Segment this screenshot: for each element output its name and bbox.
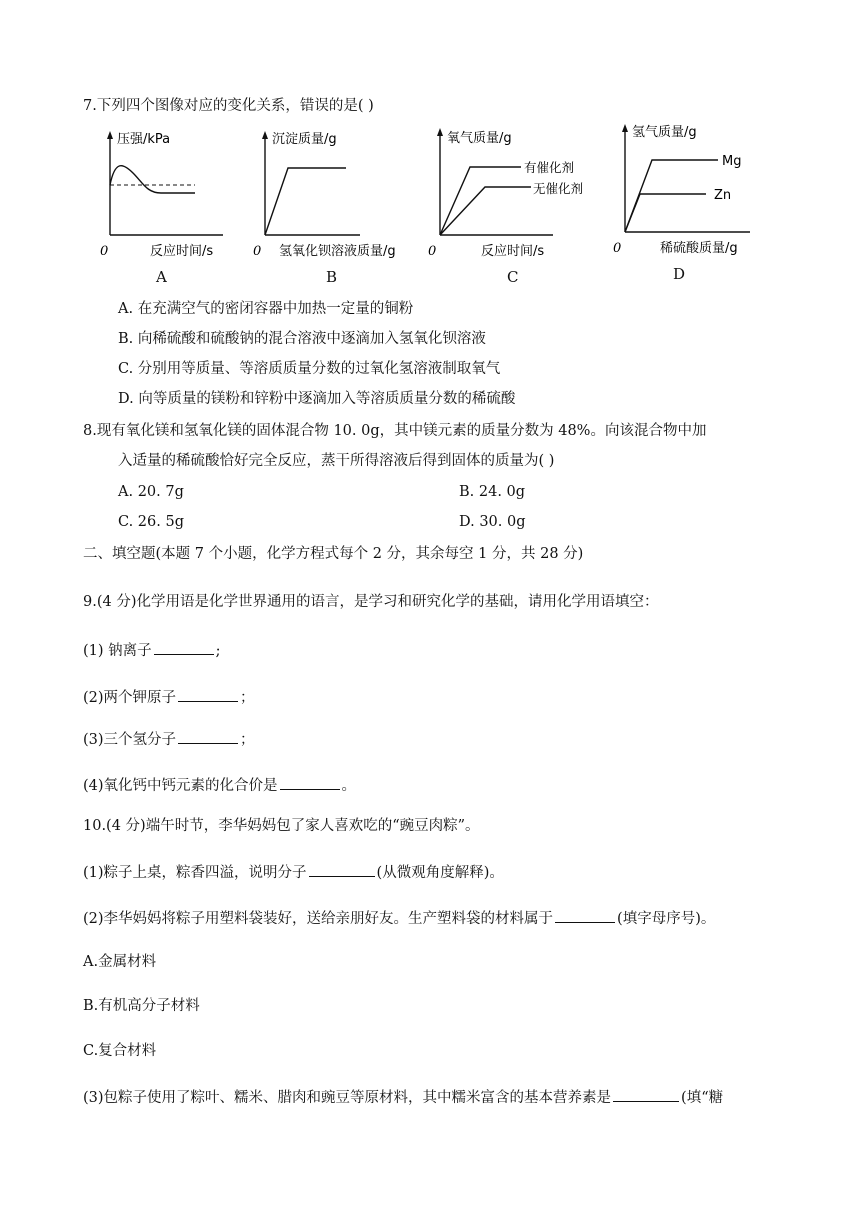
- graph-b-xlabel: 氢氧化钡溶液质量/g: [279, 244, 396, 259]
- graph-a-ylabel: 压强/kPa: [117, 132, 171, 147]
- q9-part3: [83, 728, 255, 750]
- answer-blank[interactable]: [178, 728, 238, 744]
- graph-b: [250, 125, 415, 260]
- graph-b-origin: 0: [253, 244, 262, 259]
- q8-option-d: D. 30. 0g: [459, 514, 526, 530]
- graph-d-origin: 0: [613, 241, 622, 256]
- q10-part2-end: (填字母序号)。: [617, 911, 716, 927]
- q9-part1: [83, 639, 221, 661]
- q7-option-b: B. 向稀硫酸和硫酸钠的混合溶液中逐滴加入氢氧化钡溶液: [118, 331, 486, 347]
- answer-blank[interactable]: [555, 907, 615, 923]
- q8-option-b: B. 24. 0g: [459, 484, 526, 500]
- q10-part1: [83, 861, 504, 883]
- q9-part1-end: ;: [215, 643, 221, 659]
- graph-c-letter: C: [507, 268, 519, 286]
- answer-blank[interactable]: [613, 1086, 679, 1102]
- q9-part2-end: ；: [240, 690, 255, 706]
- graph-d-letter: D: [673, 265, 686, 283]
- graph-b-letter: B: [326, 268, 338, 286]
- graph-d-xlabel: 稀硫酸质量/g: [660, 241, 738, 256]
- q10-option-c: C.复合材料: [83, 1043, 157, 1059]
- graph-d-ylabel: 氢气质量/g: [632, 125, 697, 140]
- graph-b-ylabel: 沉淀质量/g: [272, 132, 337, 147]
- graph-d: [610, 118, 760, 258]
- graph-c-origin: 0: [428, 244, 437, 259]
- graph-a: [95, 125, 235, 260]
- graph-c-curve2: 无催化剂: [533, 181, 584, 196]
- q7-option-a: A. 在充满空气的密闭容器中加热一定量的铜粉: [118, 301, 414, 317]
- q10-part1-end: (从微观角度解释)。: [376, 865, 504, 881]
- answer-blank[interactable]: [178, 686, 238, 702]
- q10-part2-text: (2)李华妈妈将粽子用塑料袋装好，送给亲朋好友。生产塑料袋的材料属于: [83, 911, 554, 927]
- answer-blank[interactable]: [309, 861, 375, 877]
- q10-option-a: A.金属材料: [83, 954, 157, 970]
- q10-part3-end: (填“糖: [681, 1090, 724, 1106]
- graph-a-origin: 0: [100, 244, 109, 259]
- answer-blank[interactable]: [280, 774, 340, 790]
- q10-option-b: B.有机高分子材料: [83, 998, 200, 1014]
- q10-part2: [83, 907, 715, 929]
- q9-part3-text: (3)三个氢分子: [83, 732, 177, 748]
- graph-a-xlabel: 反应时间/s: [150, 244, 214, 259]
- q9-part4: [83, 774, 356, 796]
- q10-part1-text: (1)粽子上桌，粽香四溢，说明分子: [83, 865, 307, 881]
- q9-part4-text: (4)氧化钙中钙元素的化合价是: [83, 778, 278, 794]
- graph-c-curve1: 有催化剂: [524, 160, 575, 175]
- graph-d-curve1: Mg: [722, 154, 742, 169]
- answer-blank[interactable]: [154, 639, 214, 655]
- q10-part3-text: (3)包粽子使用了粽叶、糯米、腊肉和豌豆等原材料，其中糯米富含的基本营养素是: [83, 1090, 612, 1106]
- q10-stem: 10.(4 分)端午时节，李华妈妈包了家人喜欢吃的“豌豆肉粽”。: [83, 818, 480, 834]
- q8-option-c: C. 26. 5g: [118, 514, 184, 530]
- q9-part2-text: (2)两个钾原子: [83, 690, 177, 706]
- q8-stem-line1: 8.现有氧化镁和氢氧化镁的固体混合物 10. 0g，其中镁元素的质量分数为 48%。向该混合物中加: [83, 423, 707, 439]
- q8-option-a: A. 20. 7g: [118, 484, 184, 500]
- graph-d-curve2: Zn: [714, 188, 732, 203]
- q10-part3: [83, 1086, 723, 1108]
- q9-part4-end: 。: [341, 778, 357, 794]
- q9-stem: 9.(4 分)化学用语是化学世界通用的语言，是学习和研究化学的基础，请用化学用语填空：: [83, 594, 659, 610]
- q7-option-d: D. 向等质量的镁粉和锌粉中逐滴加入等溶质质量分数的稀硫酸: [118, 391, 516, 407]
- q9-part2: [83, 686, 255, 708]
- graph-a-letter: A: [156, 268, 167, 286]
- section-heading: 二、填空题(本题 7 个小题，化学方程式每个 2 分，其余每空 1 分，共 28 分): [83, 546, 584, 562]
- q9-part1-text: (1) 钠离子: [83, 643, 152, 659]
- graph-c-ylabel: 氧气质量/g: [447, 131, 512, 146]
- q7-stem: 7.下列四个图像对应的变化关系，错误的是( ): [83, 98, 374, 114]
- q7-option-c: C. 分别用等质量、等溶质质量分数的过氧化氢溶液制取氧气: [118, 361, 501, 377]
- graph-c: [425, 122, 600, 260]
- graph-c-xlabel: 反应时间/s: [481, 244, 545, 259]
- q9-part3-end: ；: [240, 732, 255, 748]
- q8-stem-line2: 入适量的稀硫酸恰好完全反应，蒸干所得溶液后得到固体的质量为( ): [118, 453, 555, 469]
